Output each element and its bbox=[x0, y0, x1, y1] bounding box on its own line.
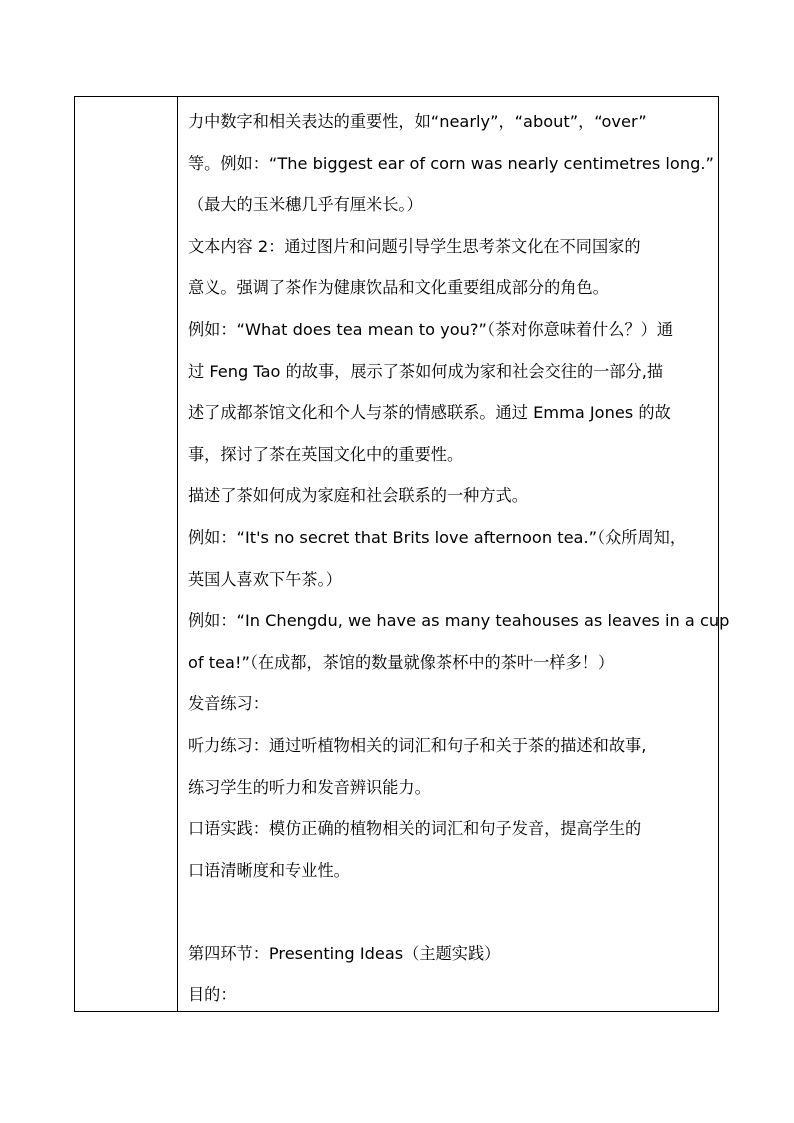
text-line: 力中数字和相关表达的重要性，如“nearly”，“about”，“over” bbox=[188, 112, 647, 131]
text-line: 例如：“It's no secret that Brits love afternoon tea.”（众所周知， bbox=[188, 527, 687, 547]
text-line: 目的： bbox=[188, 985, 237, 1005]
text-line: 描述了茶如何成为家庭和社会联系的一种方式。 bbox=[188, 486, 528, 506]
table-right-cell bbox=[178, 97, 730, 1011]
section-heading: 第四环节：Presenting Ideas（主题实践） bbox=[188, 943, 501, 963]
text-line: 意义。强调了茶作为健康饮品和文化重要组成部分的角色。 bbox=[188, 278, 609, 298]
text-line: 过 Feng Tao 的故事，展示了茶如何成为家和社会交往的一部分,描 bbox=[188, 361, 664, 381]
table-left-cell bbox=[75, 97, 178, 1011]
lesson-table bbox=[74, 96, 730, 1012]
text-line: 例如：“What does tea mean to you?”（茶对你意味着什么？）通 bbox=[188, 319, 674, 339]
text-line: 练习学生的听力和发音辨识能力。 bbox=[188, 777, 431, 797]
blank-line bbox=[188, 891, 718, 933]
text-line: 口语实践：模仿正确的植物相关的词汇和句子发音，提高学生的 bbox=[188, 819, 642, 839]
text-line: 口语清晰度和专业性。 bbox=[188, 860, 350, 880]
text-line: 例如：“In Chengdu, we have as many teahouses as leaves in a cup bbox=[188, 611, 730, 631]
text-line: 英国人喜欢下午茶。） bbox=[188, 569, 342, 589]
text-line: 述了成都茶馆文化和个人与茶的情感联系。通过 Emma Jones 的故 bbox=[188, 403, 671, 423]
text-line: 事，探讨了茶在英国文化中的重要性。 bbox=[188, 444, 464, 464]
text-line: 文本内容 2：通过图片和问题引导学生思考茶文化在不同国家的 bbox=[188, 236, 641, 256]
text-line: of tea!”（在成都，茶馆的数量就像茶杯中的茶叶一样多！） bbox=[188, 652, 615, 672]
text-line: 等。例如：“The biggest ear of corn was nearly centimetres long.” bbox=[188, 153, 714, 173]
text-line: 发音练习： bbox=[188, 694, 269, 714]
text-line: 听力练习：通过听植物相关的词汇和句子和关于茶的描述和故事, bbox=[188, 735, 647, 755]
cell-content bbox=[188, 101, 730, 1016]
text-line: （最大的玉米穗几乎有厘米长。） bbox=[188, 195, 423, 215]
